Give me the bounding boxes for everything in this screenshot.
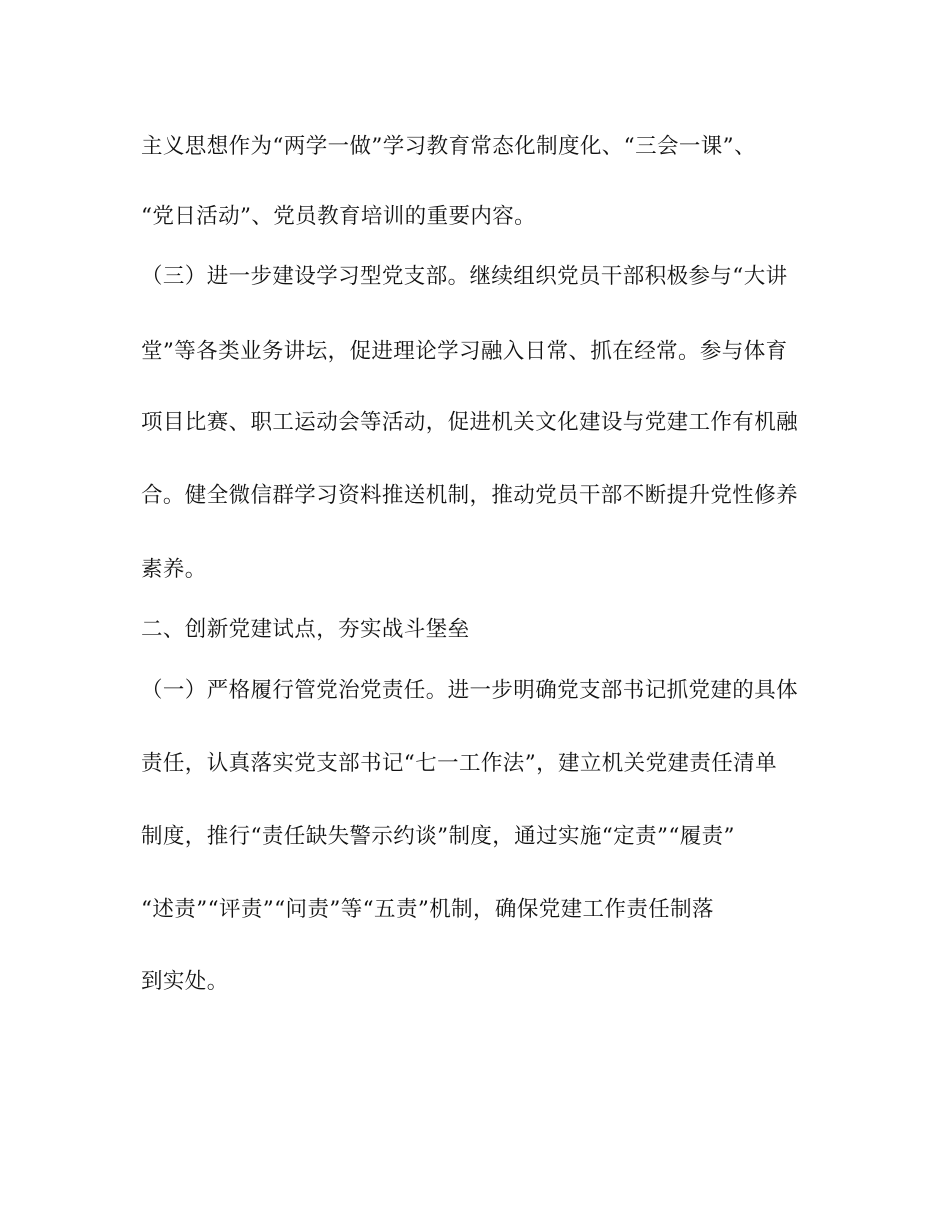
body-text-line: （一）严格履行管党治党责任。进一步明确党支部书记抓党建的具体 (141, 678, 799, 703)
body-text-line: 项目比赛、职工运动会等活动，促进机关文化建设与党建工作有机融 (141, 410, 799, 435)
body-text-line: （三）进一步建设学习型党支部。继续组织党员干部积极参与“大讲 (141, 264, 788, 289)
body-text-line: 主义思想作为“两学一做”学习教育常态化制度化、“三会一课”、 (141, 134, 756, 159)
body-text-line: 责任，认真落实党支部书记“七一工作法”，建立机关党建责任清单 (141, 751, 777, 776)
body-text-line: “党日活动”、党员教育培训的重要内容。 (141, 204, 537, 229)
body-text-line: 制度，推行“责任缺失警示约谈”制度，通过实施“定责”“履责” (141, 824, 735, 849)
body-text-line: 素养。 (141, 557, 207, 582)
body-text-line: “述责”“评责”“问责”等“五责”机制，确保党建工作责任制落 (141, 897, 714, 922)
body-text-line: 堂”等各类业务讲坛，促进理论学习融入日常、抓在经常。参与体育 (141, 339, 788, 364)
section-heading: 二、创新党建试点，夯实战斗堡垒 (141, 617, 470, 642)
body-text-line: 合。健全微信群学习资料推送机制，推动党员干部不断提升党性修养 (141, 483, 799, 508)
body-text-line: 到实处。 (141, 969, 229, 994)
